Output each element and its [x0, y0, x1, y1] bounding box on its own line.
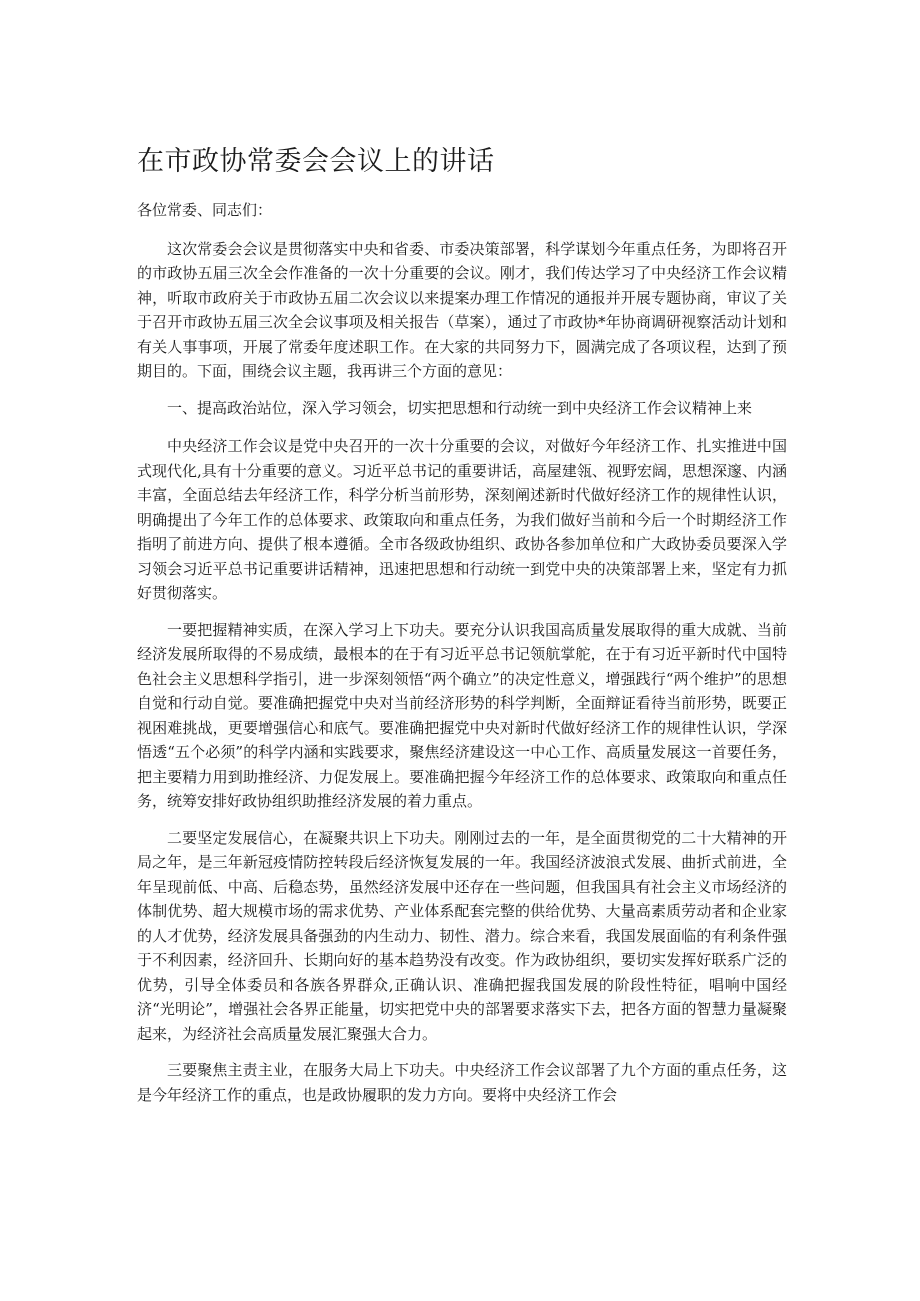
document-page [137, 142, 787, 1119]
paragraph-point-3: 三要聚焦主责主业，在服务大局上下功夫。中央经济工作会议部署了九个方面的重点任务，这是今年经济工作的重点，也是政协履职的发力方向。要将中央经济工作会 [137, 1061, 787, 1104]
salutation: 各位常委、同志们： [137, 201, 273, 219]
paragraph-intro: 这次常委会会议是贯彻落实中央和省委、市委决策部署，科学谋划今年重点任务，为即将召开的市政协五届三次全会作准备的一次十分重要的会议。刚才，我们传达学习了中央经济工作会议精神，听取市政府关于市政协五届二次会议以来提案办理工作情况的通报并开展专题协商，审议了关于召开市政协五届三次全会议事项及相关报告（草案），通过了市政协*年协商调研视察活动计划和有关人事事项，开展了常委年度述职工作。在大家的共同努力下，圆满完成了各项议程，达到了预期目的。下面，围绕会议主题，我再讲三个方面的意见： [137, 239, 787, 380]
section-heading-1: 一、提高政治站位，深入学习领会，切实把思想和行动统一到中央经济工作会议精神上来 [167, 398, 753, 417]
paragraph-point-2: 二要坚定发展信心，在凝聚共识上下功夫。刚刚过去的一年，是全面贯彻党的二十大精神的开局之年，是三年新冠疫情防控转段后经济恢复发展的一年。我国经济波浪式发展、曲折式前进，全年呈现前低、中高、后稳态势，虽然经济发展中还存在一些问题，但我国具有社会主义市场经济的体制优势、超大规模市场的需求优势、产业体系配套完整的供给优势、大量高素质劳动者和企业家的人才优势，经济发展具备强劲的内生动力、韧性、潜力。综合来看，我国发展面临的有利条件强于不利因素，经济回升、长期向好的基本趋势没有改变。作为政协组织，要切实发挥好联系广泛的优势，引导全体委员和各族各界群众,正确认识、准确把握我国发展的阶段性特征，唱响中国经济“光明论”，增强社会各界正能量，切实把党中央的部署要求落实下去，把各方面的智慧力量凝聚起来，为经济社会高质量发展汇聚强大合力。 [137, 828, 787, 1043]
paragraph-section-1: 中央经济工作会议是党中央召开的一次十分重要的会议，对做好今年经济工作、扎实推进中国式现代化,具有十分重要的意义。习近平总书记的重要讲话，高屋建瓴、视野宏阔，思想深邃、内涵丰富，全面总结去年经济工作，科学分析当前形势，深刻阐述新时代做好经济工作的规律性认识，明确提出了今年工作的总体要求、政策取向和重点任务，为我们做好当前和今后一个时期经济工作指明了前进方向、提供了根本遵循。全市各级政协组织、政协各参加单位和广大政协委员要深入学习领会习近平总书记重要讲话精神，迅速把思想和行动统一到党中央的决策部署上来，坚定有力抓好贯彻落实。 [137, 437, 787, 602]
document-title: 在市政协常委会会议上的讲话 [137, 146, 495, 177]
paragraph-point-1: 一要把握精神实质，在深入学习上下功夫。要充分认识我国高质量发展取得的重大成就、当前经济发展所取得的不易成绩，最根本的在于有习近平总书记领航掌舵，在于有习近平新时代中国特色社会主义思想科学指引，进一步深刻领悟“两个确立”的决定性意义，增强践行“两个维护”的思想自觉和行动自觉。要准确把握党中央对当前经济形势的科学判断，全面辩证看待当前形势，既要正视困难挑战，更要增强信心和底气。要准确把握党中央对新时代做好经济工作的规律性认识，学深悟透“五个必须”的科学内涵和实践要求，聚焦经济建设这一中心工作、高质量发展这一首要任务，把主要精力用到助推经济、力促发展上。要准确把握今年经济工作的总体要求、政策取向和重点任务，统筹安排好政协组织助推经济发展的着力重点。 [137, 620, 787, 810]
